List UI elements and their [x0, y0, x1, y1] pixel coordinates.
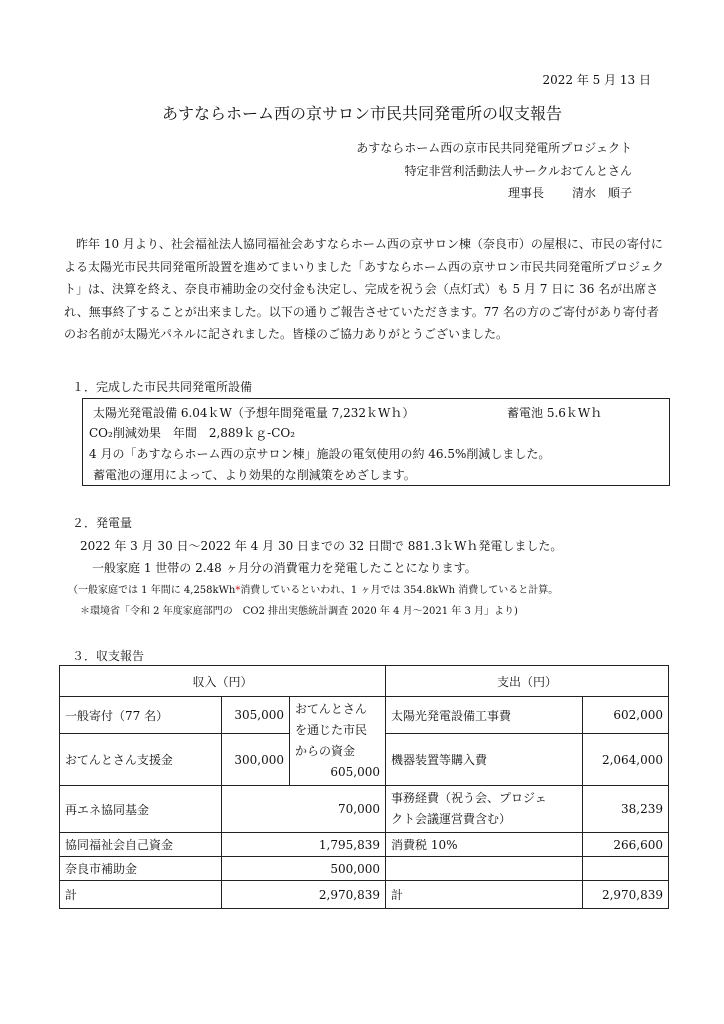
income-header: 収入（円） — [60, 666, 386, 697]
expense-header: 支出（円） — [386, 666, 669, 697]
org-signatory — [508, 184, 632, 201]
income-label: おてんとさん支援金 — [60, 734, 222, 786]
table-row — [60, 697, 669, 734]
expense-amount: 602,000 — [583, 697, 669, 734]
citizen-fund-group — [290, 697, 386, 786]
expense-amount: 2,064,000 — [583, 734, 669, 786]
section3-heading: ３．収支報告 — [72, 649, 145, 663]
expense-label: 太陽光発電設備工事費 — [386, 697, 583, 734]
note1-part-b: 消費しているといわれ、1 ヶ月では 354.8kWh 消費していると計算。 — [240, 585, 559, 596]
generation-note2: ＊環境省「令和 2 年度家庭部門の CO2 排出実態統計調査 2020 年 4 月～2021 年 3 月」より) — [80, 606, 518, 617]
intro-text: 昨年 10 月より、社会福祉法人協同福祉会あすならホーム西の京サロン棟（奈良市）の屋根に、市民の寄付による太陽光市民共同発電所設置を進めてまいりました「あすならホーム西の京サロン市民共同発電所プロジェクト」は、決算を終え、奈良市補助金の交付金も決定し、完成を祝う会（点灯式）も 5 月 7 日に 36 名が出席され、無事終了することが出来ました。以下の通りご報告させていただきます。77 名の方のご寄付があり寄付者のお名前が太陽光パネルに記されました。皆様のご協力ありがとうございました。 — [64, 237, 664, 342]
expense-amount: 38,239 — [583, 786, 669, 833]
income-label: 奈良市補助金 — [60, 857, 222, 881]
org-project-name: あすならホーム西の京市民共同発電所プロジェクト — [356, 141, 632, 155]
group-line: を通じた市民 — [295, 723, 368, 737]
expense-label: 機器装置等購入費 — [386, 734, 583, 786]
expense-label-empty — [386, 857, 583, 881]
org-npo-name: 特定非営利活動法人サークルおてんとさん — [404, 164, 632, 178]
co2-reduction: CO₂削減効果 年間 2,889ｋｇ-CO₂ — [89, 426, 296, 440]
expense-label-line: 事務経費（祝う会、プロジェ — [391, 791, 547, 805]
income-label: 一般寄付（77 名） — [60, 697, 222, 734]
income-amount: 305,000 — [222, 697, 290, 734]
section1-heading: １．完成した市民共同発電所設備 — [72, 380, 253, 394]
income-total-label: 計 — [60, 881, 222, 909]
signatory-role: 理事長 — [507, 186, 544, 200]
table-row — [60, 857, 669, 881]
generation-note1 — [68, 581, 558, 596]
page-title: あすならホーム西の京サロン市民共同発電所の収支報告 — [161, 104, 562, 123]
expense-total: 2,970,839 — [583, 881, 669, 909]
table-total-row — [60, 881, 669, 909]
expense-label-line: クト会議運営費含む） — [391, 812, 512, 826]
expense-amount: 266,600 — [583, 833, 669, 857]
facility-box — [82, 398, 670, 486]
income-amount: 300,000 — [222, 734, 290, 786]
note1-part-a: （一般家庭では 1 年間に 4,258kWh — [68, 585, 236, 596]
battery-spec: 蓄電池 5.6ｋWｈ — [507, 406, 603, 420]
section2-heading: ２．発電量 — [72, 516, 133, 530]
note1-star: * — [235, 585, 241, 596]
expense-label — [386, 786, 583, 833]
income-total: 2,970,839 — [222, 881, 386, 909]
battery-note: 蓄電池の運用によって、より効果的な削減策をめざします。 — [93, 468, 416, 482]
generation-line2: 一般家庭 1 世帯の 2.48 ヶ月分の消費電力を発電したことになります。 — [92, 561, 477, 575]
expense-total-label: 計 — [386, 881, 583, 909]
table-row — [60, 786, 669, 833]
report-date: 2022 年 5 月 13 日 — [542, 73, 651, 87]
expense-label: 消費税 10% — [386, 833, 583, 857]
income-amount: 70,000 — [222, 786, 386, 833]
usage-reduction: 4 月の「あすならホーム西の京サロン棟」施設の電気使用の約 46.5%削減しました。 — [89, 447, 551, 461]
intro-paragraph — [64, 233, 664, 346]
group-line: おてんとさん — [295, 702, 367, 716]
group-total: 605,000 — [330, 765, 380, 779]
income-amount: 500,000 — [222, 857, 386, 881]
solar-spec: 太陽光発電設備 6.04ｋW（予想年間発電量 7,232ｋWｈ） — [93, 406, 415, 420]
signatory-name: 清水 順子 — [571, 186, 632, 200]
generation-line1: 2022 年 3 月 30 日～2022 年 4 月 30 日までの 32 日間で 881.3ｋWｈ発電しました。 — [80, 539, 563, 553]
table-header-row — [60, 666, 669, 697]
group-line: からの資金 — [295, 744, 356, 758]
income-label: 協同福祉会自己資金 — [60, 833, 222, 857]
income-amount: 1,795,839 — [222, 833, 386, 857]
expense-amount-empty — [583, 857, 669, 881]
table-row — [60, 833, 669, 857]
income-label: 再エネ協同基金 — [60, 786, 222, 833]
budget-table — [59, 665, 669, 909]
